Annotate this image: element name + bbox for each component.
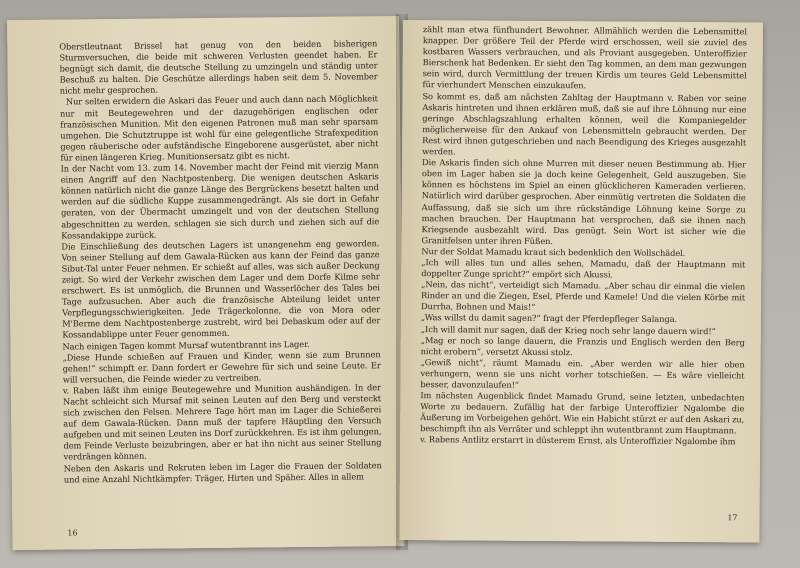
paragraph: Nur der Soldat Mamadu kraut sich bedenklich den Wollschädel. xyxy=(421,246,686,258)
paragraph: „Gewiß nicht“, räumt Mamadu ein. „Aber werden wir alle hier oben verhungern, wenn sie uns nicht vorher totschießen. — Es wäre vielleicht besser, davonzulaufen!“ xyxy=(420,356,745,390)
paragraph: Nur selten erwidern die Askari das Feuer und auch dann nach Möglichkeit nur mit Beutegewehren und der dazugehörigen englischen oder französischen Munition. Mit den eigenen Patronen muß man sehr sparsam umgehen. Die Schutztruppe ist wohl für eine gelegentliche Strafexpedition gegen räuberische oder aufständische Eingeborene ausgerüstet, aber nicht für einen längeren Krieg. Munitionsersatz gibt es nicht. xyxy=(59,93,379,163)
paragraph: v. Raben läßt ihm einige Beutegewehre und Munition aushändigen. In der Nacht schleicht sich Mursaf mit seinen Leuten auf den Berg und versteckt sich zwischen den Felsen. Mehrere Tage hört man im Lager die Schießerei auf dem Gawala-Rücken. Dann muß der tapfere Häuptling den Versuch aufgeben und mit seinen Leuten ins Dorf zurückkehren. Es ist ihm gelungen, dem Feinde Verluste beizubringen, aber er hat ihn nicht aus seiner Stellung verdrängen können. xyxy=(62,382,382,463)
paragraph: Oberstleutnant Brissel hat genug von den beiden bisherigen Sturmversuchen, die beide mit schweren Verlusten geendet haben. Er begnügt sich damit, die deutsche Stellung zu umzingeln und ständig unter Beschuß zu halten. Die Geschütze allerdings haben seit dem 5. November nicht mehr gesprochen. xyxy=(59,38,378,96)
page-number: 16 xyxy=(67,528,78,538)
paragraph: Im nächsten Augenblick findet Mamadu Grund, seine letzten, unbedachten Worte zu bedauern. Zufällig hat der farbige Unteroffizier Ngalombe die Äußerung im Vorbeigehen gehört. Wie ein Habicht stürzt er auf den Askari zu, beschimpft ihn als Verräter und schleppt ihn wutentbrannt zum Hauptmann. xyxy=(420,390,745,436)
paragraph: „Diese Hunde schießen auf Frauen und Kinder, wenn sie zum Brunnen gehen!“ schimpft er. Dann fordert er Gewehre für sich und seine Leute. Er will versuchen, die Feinde wieder zu vertreiben. xyxy=(62,348,381,385)
paragraph: Die Einschließung des deutschen Lagers ist unangenehm eng geworden. Von seiner Stellung auf dem Gawala-Rücken aus kann der Feind das ganze Sibut-Tal unter Feuer nehmen. Er schießt auf alles, was sich außer Deckung zeigt. So wird der Verkehr zwischen dem Lager und dem Dorfe Kilme sehr erschwert. Es ist unmöglich, die Brunnen und Wasserlöcher des Tales bei Tage aufzusuchen. Aber auch die französische Abteilung leidet unter Verpflegungsschwierigkeiten. Jede Trägerkolonne, die von Mora oder M'Berme dem Nachtpostenberge zustrebt, wird bei Debaskum oder auf der Kossandablippe unter Feuer genommen. xyxy=(61,237,381,340)
paragraph: „Nein, das nicht“, verteidigt sich Mamadu. „Aber schau dir einmal die vielen Rinder an und die Ziegen, Esel, Pferde und Kamele! Und die vielen Körbe mit Durrha, Bohnen und Mais!“ xyxy=(420,279,746,313)
paragraph: „Ich will damit nur sagen, daß der Krieg noch sehr lange dauern wird!“ xyxy=(420,323,716,336)
paragraph: zählt man etwa fünfhundert Bewohner. Allmählich werden die Lebensmittel knapper. Der größere Teil der Pferde wird erschossen, weil sie zuviel des kostbaren Wassers verbrauchen, und als Proviant ausgegeben. Unteroffizier Bierschenk hat Bedenken. Er sieht den Tag kommen, an dem man gezwungen sein wird, durch Vermittlung der treuen Kirdis um teures Geld Lebensmittel für vierhundert Menschen einzukaufen. xyxy=(422,24,747,91)
paragraph: v. Rabens Antlitz erstarrt in düsterem Ernst, als Unteroffizier Ngalombe ihm xyxy=(420,434,736,447)
paragraph: „Mag er noch so lange dauern, die Franzis und Englisch werden den Berg nicht erobern“, versetzt Akussi stolz. xyxy=(420,334,745,357)
right-page xyxy=(399,20,763,543)
paragraph: So kommt es, daß am nächsten Zahltag der Hauptmann v. Raben vor seine Askaris hintreten und ihnen erklären muß, daß sie auf ihre Löhnung nur eine geringe Abschlagszahlung erhalten können, weil die Kompaniegelder möglicherweise für den Ankauf von Lebensmitteln gebraucht werden. Der Rest wird ihnen gutgeschrieben und nach Beendigung des Krieges ausgezahlt werden. xyxy=(422,90,747,157)
left-page xyxy=(7,16,405,550)
paragraph: In der Nacht vom 13. zum 14. November macht der Feind mit vierzig Mann einen Angriff auf den Nachtpostenberg. Die wenigen deutschen Askaris können natürlich nicht die ganze Länge des Bergrückens besetzt halten und werden auf die südliche Kuppe zusammengedrängt. Als sie dort in Gefahr geraten, von der Übermacht umzingelt und von der deutschen Stellung abgeschnitten zu werden, schlagen sie sich durch und ziehen sich auf die Kossandakippe zurück. xyxy=(60,160,380,241)
left-page-text xyxy=(59,38,382,485)
paragraph: „Ich will alles tun und alles sehen, Mamadu, daß der Hauptmann mit doppelter Zunge spricht?“ empört sich Akussi. xyxy=(421,257,746,280)
paragraph: Neben den Askaris und Rekruten leben im Lager die Frauen der Soldaten und eine Anzahl Nichtkämpfer: Träger, Hirten und Späher. Alles in allem xyxy=(63,459,382,485)
paragraph: Nach einigen Tagen kommt Mursaf wutentbrannt ins Lager. xyxy=(62,338,310,352)
paragraph: Die Askaris finden sich ohne Murren mit dieser neuen Bestimmung ab. Hier oben im Lager haben sie ja doch keine Gelegenheit, Geld auszugeben. Sie können es höchstens im Spiel an einen glücklicheren Kameraden verlieren. Natürlich wird darüber gesprochen. Aber einmütig vertreten die Soldaten die Auffassung, daß sie sich um ihre rückständige Löhnung keine Sorge zu machen brauchen. Der Hauptmann hat versprochen, daß sie ihnen nach Kriegsende ausbezahlt wird. Das genügt. Sein Wort ist sicher wie die Granitfelsen unter ihren Füßen. xyxy=(421,157,747,246)
right-page-text xyxy=(420,24,747,448)
page-number: 17 xyxy=(727,513,738,523)
paragraph: „Was willst du damit sagen?“ fragt der Pferdepfleger Salanga. xyxy=(420,312,678,325)
